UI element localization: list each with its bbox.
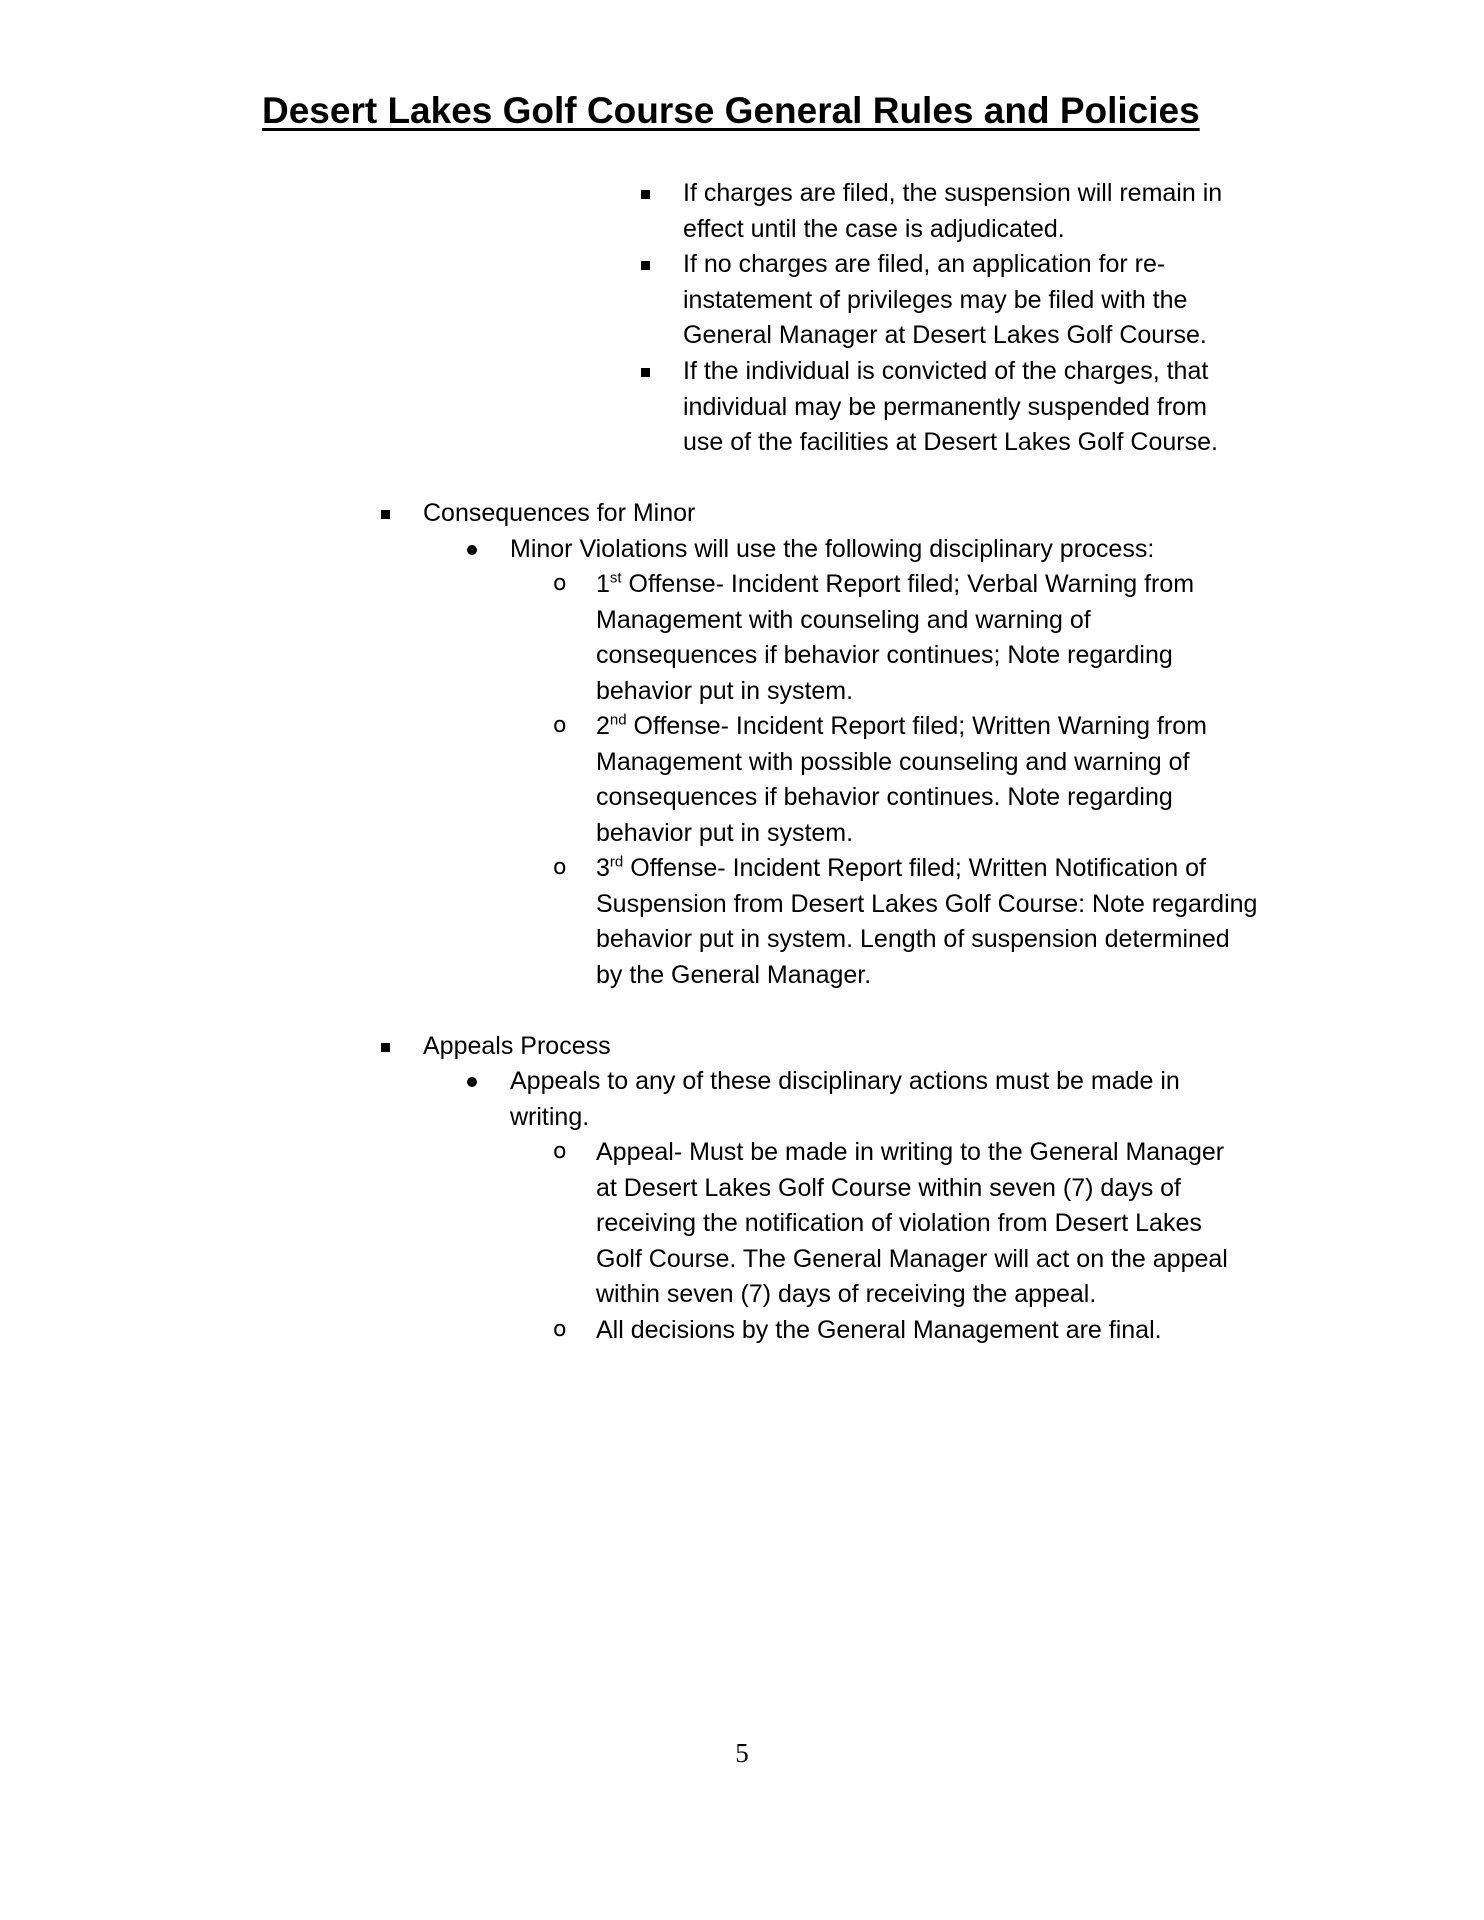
list-item-line: instatement of privileges may be filed with the bbox=[683, 286, 1188, 314]
list-item-line: consequences if behavior continues. Note regarding bbox=[596, 783, 1173, 811]
list-item-line: If no charges are filed, an application for re- bbox=[683, 250, 1166, 278]
section-heading-minor: Consequences for Minor bbox=[423, 499, 696, 527]
list-item-line: Management with possible counseling and warning of bbox=[596, 748, 1190, 776]
list-item-line: General Manager at Desert Lakes Golf Course. bbox=[683, 321, 1207, 349]
page-title: Desert Lakes Golf Course General Rules and Policies bbox=[262, 90, 1200, 131]
circle-bullet-icon: o bbox=[553, 855, 567, 880]
list-item-line: consequences if behavior continues; Note regarding bbox=[596, 641, 1173, 669]
list-item-line: Appeals to any of these disciplinary actions must be made in bbox=[510, 1067, 1180, 1095]
list-item-line: If the individual is convicted of the charges, that bbox=[683, 357, 1209, 385]
list-item-line: use of the facilities at Desert Lakes Golf Course. bbox=[683, 428, 1218, 456]
list-item-line: behavior put in system. Length of suspension determined bbox=[596, 925, 1230, 953]
list-item-line: within seven (7) days of receiving the appeal. bbox=[596, 1280, 1097, 1308]
list-item-line: receiving the notification of violation from Desert Lakes bbox=[596, 1209, 1202, 1237]
list-item-line: behavior put in system. bbox=[596, 677, 854, 705]
square-bullet-icon bbox=[641, 175, 650, 211]
square-bullet-icon bbox=[381, 495, 390, 531]
list-item-line: at Desert Lakes Golf Course within seven (7) days of bbox=[596, 1174, 1181, 1202]
list-item-line: by the General Manager. bbox=[596, 961, 872, 989]
circle-bullet-icon: o bbox=[553, 713, 567, 738]
offense-item: 1st Offense- Incident Report filed; Verbal Warning from bbox=[596, 569, 1195, 598]
circle-bullet-icon: o bbox=[553, 571, 567, 596]
list-item-line: Appeal- Must be made in writing to the General Manager bbox=[596, 1138, 1225, 1166]
list-item-line: effect until the case is adjudicated. bbox=[683, 215, 1065, 243]
list-item-line: writing. bbox=[510, 1103, 590, 1131]
list-item-line: Management with counseling and warning of bbox=[596, 606, 1091, 634]
list-item-line: individual may be permanently suspended from bbox=[683, 393, 1207, 421]
offense-item: 2nd Offense- Incident Report filed; Written Warning from bbox=[596, 711, 1207, 740]
circle-bullet-icon: o bbox=[553, 1139, 567, 1164]
offense-item: 3rd Offense- Incident Report filed; Written Notification of bbox=[596, 853, 1206, 882]
section-heading-appeals: Appeals Process bbox=[423, 1032, 611, 1060]
page-number: 5 bbox=[735, 1738, 749, 1768]
list-item-line: Golf Course. The General Manager will act on the appeal bbox=[596, 1245, 1228, 1273]
list-item-line: Minor Violations will use the following disciplinary process: bbox=[510, 535, 1155, 563]
round-bullet-icon bbox=[467, 1063, 477, 1099]
list-item-line: Suspension from Desert Lakes Golf Course: Note regarding bbox=[596, 890, 1258, 918]
square-bullet-icon bbox=[641, 353, 650, 389]
list-item-line: All decisions by the General Management are final. bbox=[596, 1316, 1162, 1344]
list-item-line: behavior put in system. bbox=[596, 819, 854, 847]
circle-bullet-icon: o bbox=[553, 1317, 567, 1342]
square-bullet-icon bbox=[381, 1028, 390, 1064]
list-item-line: If charges are filed, the suspension will remain in bbox=[683, 179, 1223, 207]
square-bullet-icon bbox=[641, 246, 650, 282]
round-bullet-icon bbox=[467, 531, 477, 567]
